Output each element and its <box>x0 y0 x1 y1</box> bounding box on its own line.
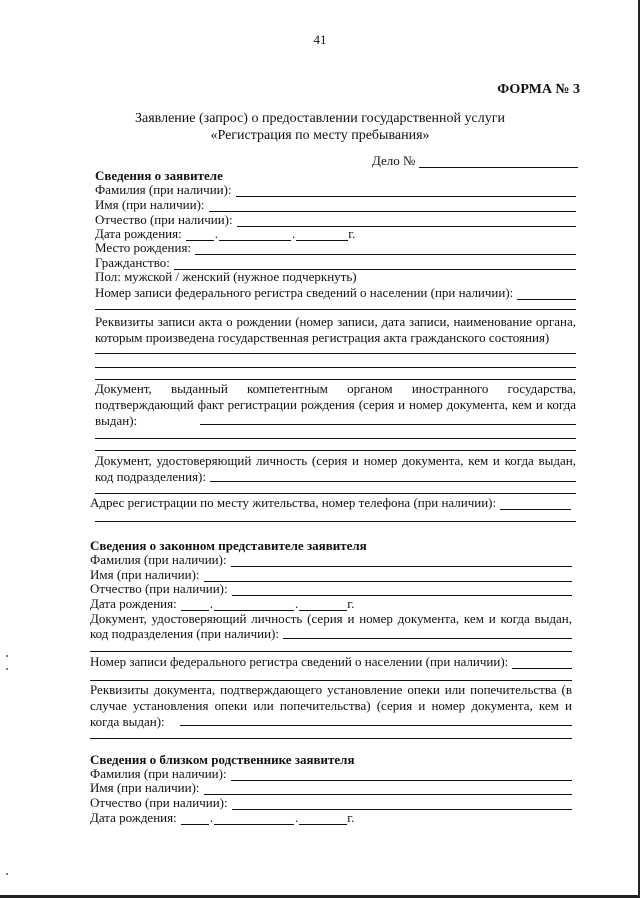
date-separator: . <box>209 596 213 611</box>
applicant-foreign-document-line-2[interactable] <box>95 438 576 439</box>
relative-name-field[interactable] <box>90 780 572 795</box>
relative-birth-date-label: Дата рождения: <box>90 810 177 825</box>
applicant-foreign-document-label: Документ, выданный компетентным органом иностранного государства, подтверждающий факт регистрации рождения (серия и номер документа, кем и когда выдан): <box>95 381 576 428</box>
applicant-address-field[interactable] <box>90 495 571 510</box>
applicant-name-field[interactable] <box>95 197 576 212</box>
scan-speck <box>6 668 8 670</box>
applicant-birth-record-line-2[interactable] <box>95 367 576 368</box>
representative-register-field[interactable] <box>90 654 572 669</box>
scan-speck <box>6 873 8 875</box>
representative-identity-document-text <box>90 611 572 641</box>
relative-patronymic-field[interactable] <box>90 795 572 810</box>
applicant-register-blank[interactable] <box>517 288 576 300</box>
applicant-foreign-document-line-3[interactable] <box>95 450 576 451</box>
applicant-gender: Пол: мужской / женский (нужное подчеркнуть) <box>95 269 357 284</box>
applicant-foreign-document-text <box>95 381 576 429</box>
relative-birth-date-field[interactable] <box>90 810 354 825</box>
relative-birth-month-blank[interactable] <box>214 813 294 825</box>
representative-identity-document-label: Документ, удостоверяющий личность (серия и номер документа, кем и когда выдан, код подразделения (при наличии): <box>90 611 572 641</box>
applicant-surname-field[interactable] <box>95 182 576 197</box>
representative-register-line[interactable] <box>90 680 572 681</box>
relative-name-label: Имя (при наличии): <box>90 780 200 795</box>
applicant-surname-label: Фамилия (при наличии): <box>95 182 232 197</box>
applicant-identity-document-line-2[interactable] <box>95 493 576 494</box>
relative-surname-field[interactable] <box>90 766 572 781</box>
relative-birth-year-blank[interactable] <box>299 813 347 825</box>
representative-guardianship-text <box>90 682 572 730</box>
representative-patronymic-label: Отчество (при наличии): <box>90 581 228 596</box>
applicant-register-field[interactable] <box>95 285 576 300</box>
representative-identity-document-line-2[interactable] <box>90 651 572 652</box>
representative-surname-label: Фамилия (при наличии): <box>90 552 227 567</box>
case-number-field[interactable] <box>372 153 578 168</box>
representative-guardianship-line-1[interactable] <box>180 725 572 726</box>
year-suffix: г. <box>347 810 355 825</box>
applicant-name-blank[interactable] <box>209 200 576 212</box>
applicant-address-label: Адрес регистрации по месту жительства, номер телефона (при наличии): <box>90 495 497 510</box>
applicant-address-line[interactable] <box>95 521 576 522</box>
date-separator: . <box>294 810 299 825</box>
applicant-surname-blank[interactable] <box>236 185 576 197</box>
applicant-birth-record-line-1[interactable] <box>95 353 576 354</box>
relative-surname-label: Фамилия (при наличии): <box>90 766 227 781</box>
applicant-birth-place-field[interactable] <box>95 240 576 255</box>
applicant-birth-place-blank[interactable] <box>195 243 576 255</box>
date-separator: . <box>294 596 299 611</box>
applicant-patronymic-label: Отчество (при наличии): <box>95 212 233 227</box>
applicant-birth-record-line-3[interactable] <box>95 379 576 380</box>
case-number-label: Дело № <box>372 153 416 168</box>
case-number-blank[interactable] <box>419 156 578 168</box>
applicant-name-label: Имя (при наличии): <box>95 197 205 212</box>
representative-birth-date-field[interactable] <box>90 596 354 611</box>
relative-patronymic-blank[interactable] <box>232 798 572 810</box>
applicant-birth-record-label: Реквизиты записи акта о рождении (номер записи, дата записи, наименование органа, которым произведена государственная регистрация акта гражданского состояния) <box>95 314 576 345</box>
applicant-address-blank[interactable] <box>500 498 571 510</box>
representative-name-label: Имя (при наличии): <box>90 567 200 582</box>
representative-guardianship-label: Реквизиты документа, подтверждающего установление опеки или попечительства (в случае установления опеки или попечительства) (серия и номер документа, кем и когда выдан): <box>90 682 572 729</box>
representative-birth-date-label: Дата рождения: <box>90 596 177 611</box>
applicant-birth-record-text <box>95 314 576 346</box>
scan-speck <box>6 655 8 657</box>
form-number: ФОРМА № 3 <box>497 82 580 97</box>
representative-identity-document-line-1[interactable] <box>283 638 572 639</box>
date-separator: . <box>214 226 218 241</box>
representative-register-blank[interactable] <box>512 657 572 669</box>
applicant-citizenship-field[interactable] <box>95 255 576 270</box>
applicant-patronymic-field[interactable] <box>95 212 576 227</box>
date-separator: . <box>209 810 213 825</box>
representative-birth-year-blank[interactable] <box>299 599 347 611</box>
relative-patronymic-label: Отчество (при наличии): <box>90 795 228 810</box>
applicant-identity-document-line-1[interactable] <box>210 481 576 482</box>
representative-patronymic-blank[interactable] <box>232 584 572 596</box>
representative-guardianship-line-2[interactable] <box>90 738 572 739</box>
relative-heading: Сведения о близком родственнике заявителя <box>90 752 355 767</box>
representative-heading: Сведения о законном представителе заявителя <box>90 538 367 553</box>
applicant-foreign-document-line-1[interactable] <box>200 424 576 425</box>
relative-birth-day-blank[interactable] <box>181 813 209 825</box>
applicant-birth-date-label: Дата рождения: <box>95 226 182 241</box>
representative-birth-day-blank[interactable] <box>181 599 209 611</box>
applicant-citizenship-label: Гражданство: <box>95 255 170 270</box>
applicant-identity-document-label: Документ, удостоверяющий личность (серия и номер документа, кем и когда выдан, код подразделения): <box>95 453 576 484</box>
year-suffix: г. <box>347 596 355 611</box>
representative-patronymic-field[interactable] <box>90 581 572 596</box>
representative-birth-month-blank[interactable] <box>214 599 294 611</box>
representative-surname-blank[interactable] <box>231 555 572 567</box>
applicant-register-line[interactable] <box>95 309 576 310</box>
relative-name-blank[interactable] <box>204 783 572 795</box>
form-title-line-2: «Регистрация по месту пребывания» <box>210 128 430 143</box>
applicant-heading: Сведения о заявителе <box>95 168 223 183</box>
form-title-line-1: Заявление (запрос) о предоставлении государственной услуги <box>135 111 505 126</box>
representative-register-label: Номер записи федерального регистра сведений о населении (при наличии): <box>90 654 509 669</box>
year-suffix: г. <box>348 226 356 241</box>
representative-name-field[interactable] <box>90 567 572 582</box>
form-title <box>0 110 640 144</box>
page-number: 41 <box>313 32 327 47</box>
applicant-register-label: Номер записи федерального регистра сведений о населении (при наличии): <box>95 285 514 300</box>
date-separator: . <box>291 226 296 241</box>
applicant-birth-date-field[interactable] <box>95 226 355 241</box>
representative-surname-field[interactable] <box>90 552 572 567</box>
applicant-birth-place-label: Место рождения: <box>95 240 192 255</box>
